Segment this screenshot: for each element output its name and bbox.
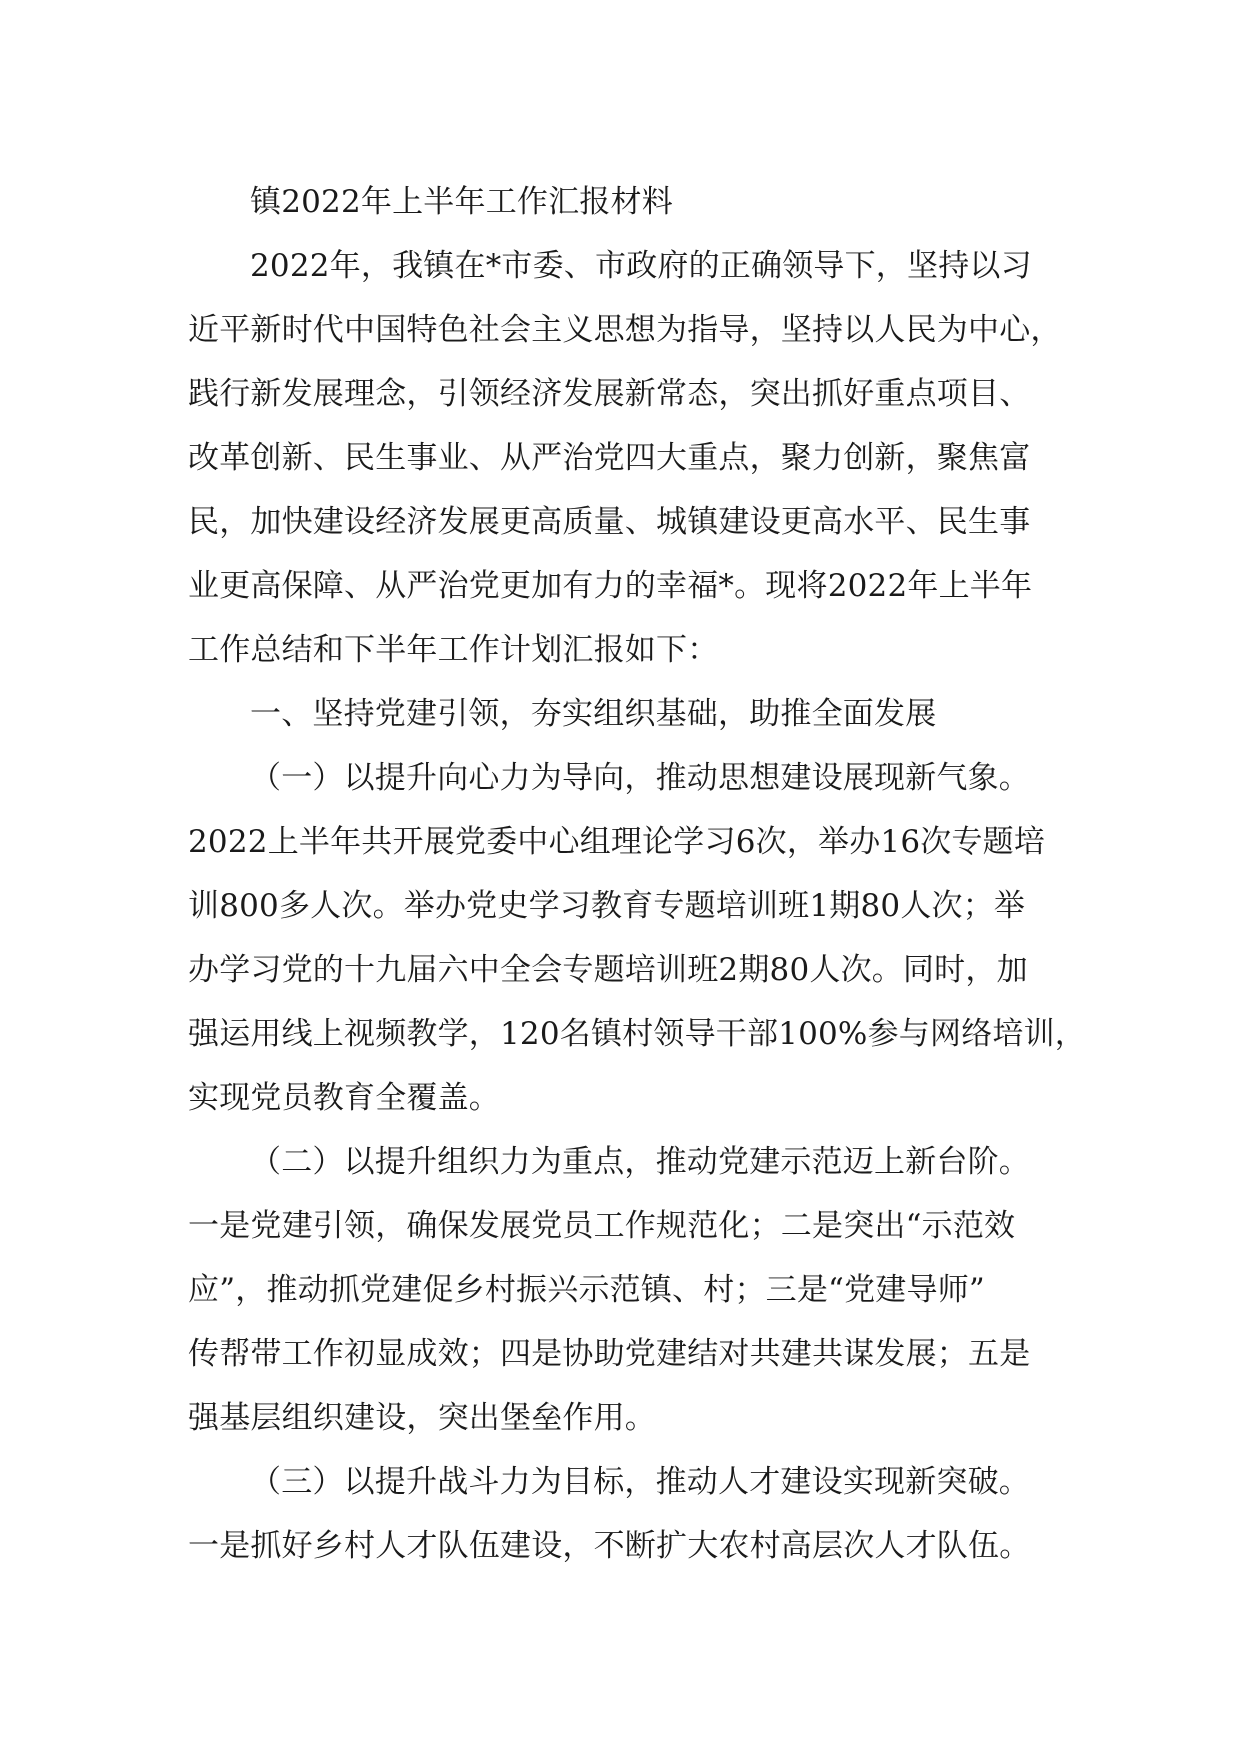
- paragraph-line: 实现党员教育全覆盖。: [188, 1080, 500, 1116]
- document-title: 镇2022年上半年工作汇报材料: [250, 184, 673, 220]
- paragraph-line: 强运用线上视频教学，120名镇村领导干部100%参与网络培训，: [188, 1016, 1086, 1052]
- paragraph-line: 工作总结和下半年工作计划汇报如下：: [188, 632, 719, 668]
- paragraph-line: 强基层组织建设，突出堡垒作用。: [188, 1400, 656, 1436]
- section-heading: 一、坚持党建引领，夯实组织基础，助推全面发展: [250, 696, 937, 732]
- paragraph-line: 改革创新、民生事业、从严治党四大重点，聚力创新，聚焦富: [188, 440, 1031, 476]
- paragraph-line: 民，加快建设经济发展更高质量、城镇建设更高水平、民生事: [188, 504, 1031, 540]
- subsection-heading: （一）以提升向心力为导向，推动思想建设展现新气象。: [250, 760, 1030, 796]
- subsection-heading: （二）以提升组织力为重点，推动党建示范迈上新台阶。: [250, 1144, 1030, 1180]
- paragraph-line: 应”，推动抓党建促乡村振兴示范镇、村；三是“党建导师”: [188, 1272, 985, 1308]
- paragraph-line: 践行新发展理念，引领经济发展新常态，突出抓好重点项目、: [188, 376, 1031, 412]
- paragraph-line: 2022上半年共开展党委中心组理论学习6次，举办16次专题培: [188, 824, 1046, 860]
- paragraph-line: 近平新时代中国特色社会主义思想为指导，坚持以人民为中心，: [188, 312, 1062, 348]
- paragraph-line: 训800多人次。举办党史学习教育专题培训班1期80人次；举: [188, 888, 1026, 924]
- paragraph-line: 业更高保障、从严治党更加有力的幸福*。现将2022年上半年: [188, 568, 1033, 604]
- paragraph-line: 办学习党的十九届六中全会专题培训班2期80人次。同时，加: [188, 952, 1028, 988]
- paragraph-line: 2022年，我镇在*市委、市政府的正确领导下，坚持以习: [250, 248, 1032, 284]
- document-body: [188, 170, 1088, 1578]
- paragraph-line: 传帮带工作初显成效；四是协助党建结对共建共谋发展；五是: [188, 1336, 1031, 1372]
- subsection-heading: （三）以提升战斗力为目标，推动人才建设实现新突破。: [250, 1464, 1030, 1500]
- paragraph-line: 一是抓好乡村人才队伍建设，不断扩大农村高层次人才队伍。: [188, 1528, 1031, 1564]
- paragraph-line: 一是党建引领，确保发展党员工作规范化；二是突出“示范效: [188, 1208, 1016, 1244]
